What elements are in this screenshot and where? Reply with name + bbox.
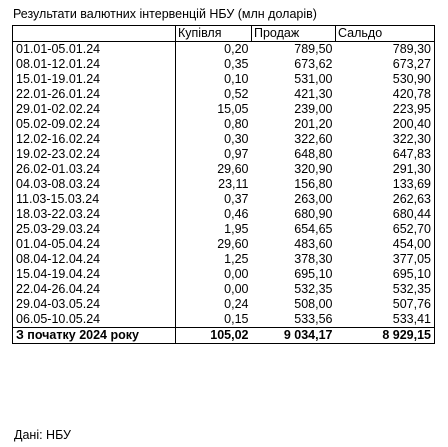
period-cell: 01.04-05.04.24 [13,237,176,252]
buy-cell: 29,60 [217,162,249,176]
balance-cell: 695,10 [336,267,435,282]
sell-cell: 532,35 [294,282,333,296]
page-title: Результати валютних інтервенцій НБУ (млн доларів) [13,7,317,21]
sell-cell: 263,00 [294,192,333,206]
total-balance-cell: 8 929,15 [336,328,435,344]
table-row [13,132,435,147]
period-cell: 11.03-15.03.24 [13,192,176,207]
period-cell: 12.02-16.02.24 [13,132,176,147]
table-row [13,267,435,282]
balance-cell: 530,90 [336,72,435,87]
balance-cell: 789,30 [336,42,435,58]
buy-cell: 0,37 [224,192,249,206]
table-row [13,177,435,192]
total-row [13,328,435,344]
table-row [13,237,435,252]
period-cell: 22.01-26.01.24 [13,87,176,102]
sell-cell: 673,62 [294,57,333,71]
period-cell: 29.04-03.05.24 [13,297,176,312]
table-row [13,102,435,117]
header-row [13,26,435,42]
sell-cell: 648,80 [294,147,333,161]
period-cell: 25.03-29.03.24 [13,222,176,237]
table-row [13,312,435,328]
balance-cell: 533,41 [336,312,435,328]
balance-cell: 680,44 [336,207,435,222]
table-row [13,222,435,237]
period-cell: 04.03-08.03.24 [13,177,176,192]
buy-cell: 1,25 [224,252,249,266]
sell-cell: 322,60 [294,132,333,146]
table-row [13,207,435,222]
period-cell: 06.05-10.05.24 [13,312,176,328]
source-note: Дані: НБУ [14,428,71,442]
table-row [13,117,435,132]
total-sell-cell: 9 034,17 [252,328,336,344]
table-row [13,297,435,312]
balance-cell: 322,30 [336,132,435,147]
buy-cell: 0,97 [224,147,249,161]
period-cell: 01.01-05.01.24 [13,42,176,58]
balance-cell: 200,40 [336,117,435,132]
table-row [13,192,435,207]
balance-cell: 420,78 [336,87,435,102]
buy-cell: 15,05 [217,102,249,116]
sell-cell: 508,00 [294,297,333,311]
sell-cell: 531,00 [294,72,333,86]
interventions-table [12,25,435,344]
period-cell: 15.01-19.01.24 [13,72,176,87]
period-cell: 29.01-02.02.24 [13,102,176,117]
balance-cell: 291,30 [336,162,435,177]
sell-cell: 680,90 [294,207,333,221]
sell-cell: 695,10 [294,267,333,281]
sell-cell: 320,90 [294,162,333,176]
buy-cell: 0,35 [224,57,249,71]
sell-cell: 156,80 [294,177,333,191]
header-cell-sell: Продаж [252,26,336,42]
period-cell: 08.01-12.01.24 [13,57,176,72]
table-row [13,87,435,102]
balance-cell: 454,00 [336,237,435,252]
table-row [13,72,435,87]
buy-cell: 0,80 [224,117,249,131]
sell-cell: 654,65 [294,222,333,236]
buy-cell: 1,95 [224,222,249,236]
period-cell: 05.02-09.02.24 [13,117,176,132]
balance-cell: 262,63 [336,192,435,207]
balance-cell: 377,05 [336,252,435,267]
sell-cell: 789,50 [294,42,333,56]
header-cell-buy: Купівля [176,26,252,42]
sell-cell: 533,56 [294,312,333,326]
sell-cell: 239,00 [294,102,333,116]
buy-cell: 23,11 [218,177,249,191]
buy-cell: 0,20 [224,42,249,56]
total-label: З початку 2024 року [13,328,176,344]
sell-cell: 483,60 [294,237,333,251]
total-buy-cell: 105,02 [176,328,252,344]
sell-cell: 201,20 [294,117,333,131]
table-row [13,282,435,297]
header-cell-period [13,26,176,42]
table-row [13,252,435,267]
period-cell: 19.02-23.02.24 [13,147,176,162]
buy-cell: 29,60 [217,237,249,251]
table-body [13,26,435,344]
period-cell: 15.04-19.04.24 [13,267,176,282]
balance-cell: 647,83 [336,147,435,162]
sell-cell: 378,30 [294,252,333,266]
table-row [13,42,435,58]
buy-cell: 0,15 [224,312,249,326]
buy-cell: 0,46 [224,207,249,221]
table-row [13,57,435,72]
header-cell-balance: Сальдо [336,26,435,42]
period-cell: 18.03-22.03.24 [13,207,176,222]
balance-cell: 507,76 [336,297,435,312]
balance-cell: 223,95 [336,102,435,117]
buy-cell: 0,00 [224,282,249,296]
balance-cell: 673,27 [336,57,435,72]
balance-cell: 133,69 [336,177,435,192]
balance-cell: 652,70 [336,222,435,237]
buy-cell: 0,52 [224,87,249,101]
table-row [13,147,435,162]
sell-cell: 421,30 [294,87,333,101]
period-cell: 26.02-01.03.24 [13,162,176,177]
period-cell: 22.04-26.04.24 [13,282,176,297]
buy-cell: 0,10 [224,72,249,86]
period-cell: 08.04-12.04.24 [13,252,176,267]
balance-cell: 532,35 [336,282,435,297]
table-row [13,162,435,177]
buy-cell: 0,00 [224,267,249,281]
buy-cell: 0,30 [224,132,249,146]
buy-cell: 0,24 [224,297,249,311]
